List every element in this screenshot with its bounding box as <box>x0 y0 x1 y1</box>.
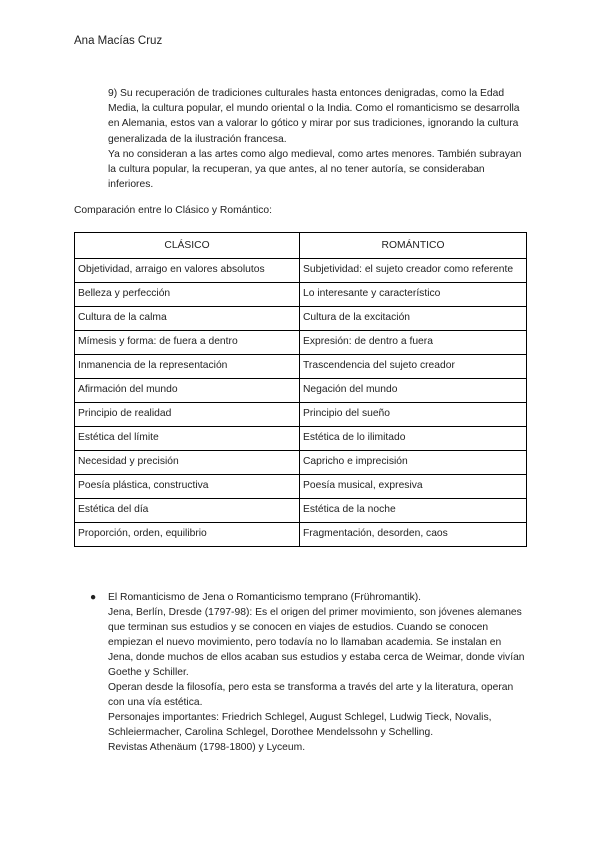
table-row <box>75 259 527 283</box>
cell-clasico: Necesidad y precisión <box>75 451 300 475</box>
bullet-line: Operan desde la filosofía, pero esta se transforma a través del arte y la literatura, operan con una vía estética. <box>108 682 514 708</box>
comparison-table <box>74 232 527 547</box>
cell-clasico: Mímesis y forma: de fuera a dentro <box>75 331 300 355</box>
bullet-line: El Romanticismo de Jena o Romanticismo temprano (Frühromantik). <box>108 592 422 603</box>
table-row <box>75 427 527 451</box>
table-row <box>75 283 527 307</box>
document-author: Ana Macías Cruz <box>74 35 163 47</box>
cell-romantico: Estética de la noche <box>300 499 527 523</box>
table-row <box>75 307 527 331</box>
cell-romantico: Capricho e imprecisión <box>300 451 527 475</box>
cell-romantico: Trascendencia del sujeto creador <box>300 355 527 379</box>
cell-clasico: Principio de realidad <box>75 403 300 427</box>
table-row <box>75 451 527 475</box>
table-row <box>75 523 527 547</box>
cell-romantico: Negación del mundo <box>300 379 527 403</box>
bullet-body <box>108 590 526 755</box>
bullet-marker: ● <box>90 592 97 603</box>
table-header-row <box>75 233 527 259</box>
cell-clasico: Cultura de la calma <box>75 307 300 331</box>
cell-clasico: Poesía plástica, constructiva <box>75 475 300 499</box>
cell-romantico: Estética de lo ilimitado <box>300 427 527 451</box>
cell-clasico: Proporción, orden, equilibrio <box>75 523 300 547</box>
cell-clasico: Estética del día <box>75 499 300 523</box>
cell-clasico: Inmanencia de la representación <box>75 355 300 379</box>
table-row <box>75 475 527 499</box>
bullet-line: Revistas Athenäum (1798-1800) y Lyceum. <box>108 742 306 753</box>
table-row <box>75 379 527 403</box>
numbered-paragraph <box>108 86 528 192</box>
paragraph-line: 9) Su recuperación de tradiciones culturales hasta entonces denigradas, como la Edad Media, la cultura popular, el mundo oriental o la India. Como el romanticismo se desarrolla en Alemania, estos van a valorar lo gótico y mirar por sus tradiciones, ignorando la cultura generalizada de la ilustración francesa. <box>108 88 520 145</box>
cell-clasico: Estética del límite <box>75 427 300 451</box>
cell-romantico: Principio del sueño <box>300 403 527 427</box>
cell-romantico: Expresión: de dentro a fuera <box>300 331 527 355</box>
cell-clasico: Afirmación del mundo <box>75 379 300 403</box>
cell-romantico: Poesía musical, expresiva <box>300 475 527 499</box>
table-row <box>75 331 527 355</box>
cell-clasico: Objetividad, arraigo en valores absolutos <box>75 259 300 283</box>
header-romantico: ROMÁNTICO <box>300 233 527 259</box>
cell-romantico: Fragmentación, desorden, caos <box>300 523 527 547</box>
header-clasico: CLÁSICO <box>75 233 300 259</box>
cell-romantico: Cultura de la excitación <box>300 307 527 331</box>
comparison-intro: Comparación entre lo Clásico y Romántico: <box>74 205 273 216</box>
cell-clasico: Belleza y perfección <box>75 283 300 307</box>
table-row <box>75 355 527 379</box>
table-row <box>75 403 527 427</box>
paragraph-line: Ya no consideran a las artes como algo medieval, como artes menores. También subrayan la cultura popular, la recuperan, ya que antes, al no tener autoría, se consideraban inferiores. <box>108 148 522 191</box>
table-row <box>75 499 527 523</box>
cell-romantico: Subjetividad: el sujeto creador como referente <box>300 259 527 283</box>
bullet-line: Jena, Berlín, Dresde (1797-98): Es el origen del primer movimiento, son jóvenes alemanes que terminan sus estudios y se conocen en viajes de estudios. Cuando se conocen empiezan el nuevo movimiento, pero todavía no lo llamaban academia. Se instalan en Jena, donde muchos de ellos acaban sus estudios y estaba cerca de Weimar, donde vivían Goethe y Schiller. <box>108 607 525 678</box>
bullet-line: Personajes importantes: Friedrich Schlegel, August Schlegel, Ludwig Tieck, Novalis, Schleiermacher, Carolina Schlegel, Dorothee Mendelssohn y Schelling. <box>108 712 492 738</box>
cell-romantico: Lo interesante y característico <box>300 283 527 307</box>
